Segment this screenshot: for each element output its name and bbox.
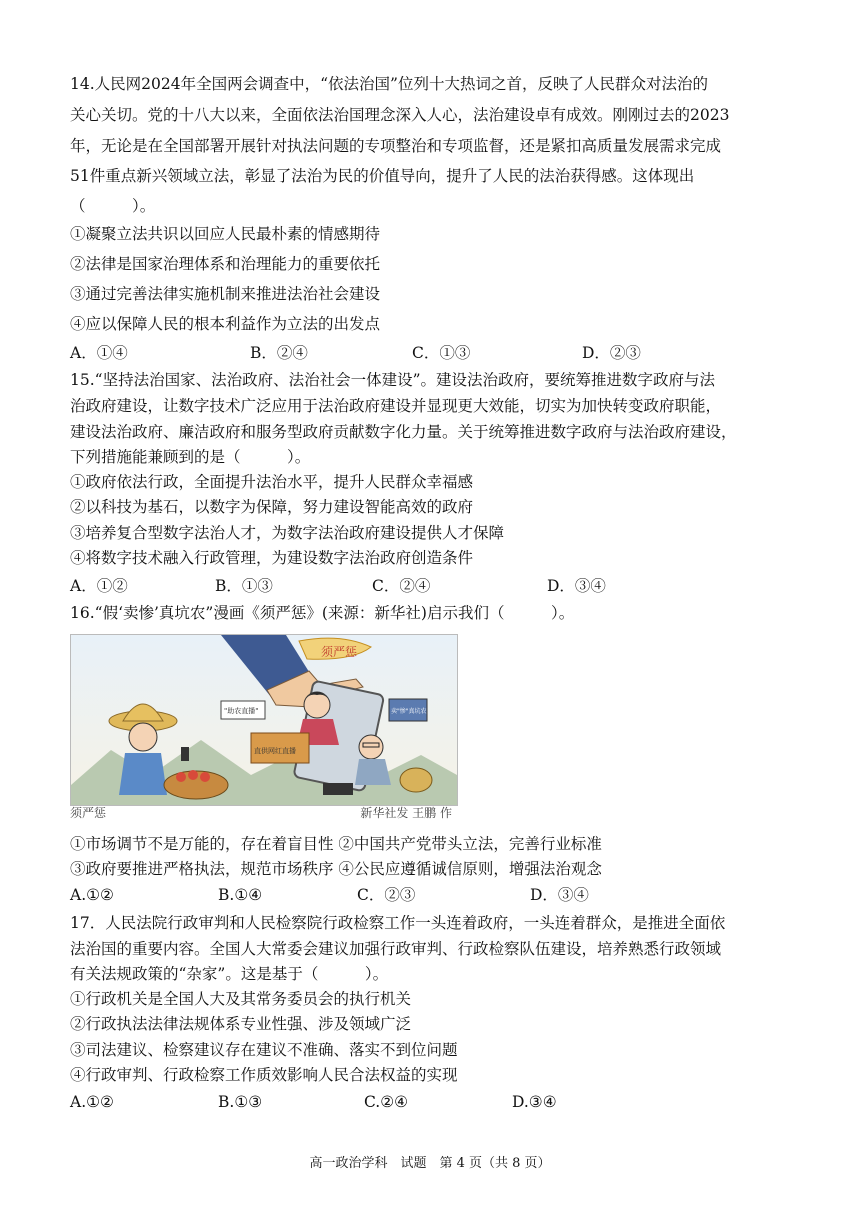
q17-item-4: ④行政审判、行政检察工作质效影响人民合法权益的实现: [70, 1066, 458, 1084]
q14-item-1: ①凝聚立法共识以回应人民最朴素的情感期待: [70, 225, 381, 243]
q17-option-a[interactable]: A.①②: [70, 1093, 114, 1111]
q16-option-b[interactable]: B.①④: [218, 886, 263, 904]
q14-item-2: ②法律是国家治理体系和治理能力的重要依托: [70, 255, 381, 273]
cartoon-box-label: 直供网红直播: [254, 747, 296, 755]
q17-stem-line-2: 法治国的重要内容。全国人大常委会建议加强行政审判、行政检察队伍建设，培养熟悉行政领域: [70, 940, 722, 958]
cartoon-sign-right: 卖"惨"真坑农: [391, 708, 427, 715]
q14-stem-line-5: （ ）。: [70, 197, 156, 215]
q14-stem-line-2: 关心关切。党的十八大以来，全面依法治国理念深入人心，法治建设卓有成效。刚刚过去的2023: [70, 106, 730, 124]
q14-option-c[interactable]: C．①③: [412, 344, 471, 362]
page-footer: 高一政治学科 试题 第 4 页（共 8 页）: [309, 1156, 551, 1171]
q15-stem-line-1: 15.“坚持法治国家、法治政府、法治社会一体建设”。建设法治政府，要统筹推进数字政府与法: [70, 371, 716, 389]
q15-option-d[interactable]: D．③④: [547, 577, 606, 595]
q17-item-1: ①行政机关是全国人大及其常务委员会的执行机关: [70, 990, 412, 1008]
q15-stem-line-4: 下列措施能兼顾到的是（ ）。: [70, 448, 311, 466]
cartoon-caption-credit: 新华社发 王鹏 作: [360, 806, 452, 820]
q14-stem-line-1: 14.人民网2024年全国两会调查中，“依法治国”位列十大热词之首，反映了人民群众对法治的: [70, 75, 708, 93]
q15-stem-line-3: 建设法治政府、廉洁政府和服务型政府贡献数字化力量。关于统筹推进数字政府与法治政府建设，: [70, 423, 737, 441]
q14-stem-line-4: 51件重点新兴领域立法，彰显了法治为民的价值导向，提升了人民的法治获得感。这体现出: [70, 167, 695, 185]
q17-item-2: ②行政执法法律法规体系专业性强、涉及领域广泛: [70, 1015, 412, 1033]
q17-option-d[interactable]: D.③④: [512, 1093, 557, 1111]
q17-option-c[interactable]: C.②④: [364, 1093, 409, 1111]
q14-option-b[interactable]: B．②④: [250, 344, 308, 362]
q14-item-3: ③通过完善法律实施机制来推进法治社会建设: [70, 285, 381, 303]
cartoon-banner-text: 须严惩: [321, 645, 358, 659]
cartoon-caption: [70, 804, 456, 822]
q14-option-d[interactable]: D．②③: [582, 344, 641, 362]
q16-option-a[interactable]: A.①②: [70, 886, 114, 904]
q14-option-a[interactable]: A．①④: [70, 344, 128, 362]
cartoon-image: [70, 634, 458, 806]
q16-option-d[interactable]: D．③④: [530, 886, 589, 904]
cartoon-sign-left: "助农直播": [224, 707, 259, 715]
q17-stem-line-3: 有关法规政策的“杂家”。这是基于（ ）。: [70, 965, 389, 983]
q17-option-b[interactable]: B.①③: [218, 1093, 263, 1111]
q15-option-b[interactable]: B．①③: [215, 577, 273, 595]
q15-stem-line-2: 治政府建设，让数字技术广泛应用于法治政府建设并显现更大效能，切实为加快转变政府职能，: [70, 397, 722, 415]
q15-option-a[interactable]: A．①②: [70, 577, 128, 595]
q16-option-c[interactable]: C．②③: [357, 886, 416, 904]
q16-item-row-2: ③政府要推进严格执法，规范市场秩序 ④公民应遵循诚信原则，增强法治观念: [70, 860, 602, 878]
q16-item-row-1: ①市场调节不是万能的，存在着盲目性 ②中国共产党带头立法，完善行业标准: [70, 835, 602, 853]
q17-stem-line-1: 17．人民法院行政审判和人民检察院行政检察工作一头连着政府，一头连着群众，是推进全面依: [70, 914, 726, 932]
q15-option-c[interactable]: C．②④: [372, 577, 431, 595]
q15-item-1: ①政府依法行政，全面提升法治水平，提升人民群众幸福感: [70, 473, 474, 491]
q15-item-2: ②以科技为基石，以数字为保障，努力建设智能高效的政府: [70, 498, 474, 516]
q14-item-4: ④应以保障人民的根本利益作为立法的出发点: [70, 315, 381, 333]
q14-stem-line-3: 年，无论是在全国部署开展针对执法问题的专项整治和专项监督，还是紧扣高质量发展需求完成: [70, 137, 722, 155]
cartoon-caption-title: 须严惩: [70, 806, 107, 820]
q15-item-4: ④将数字技术融入行政管理，为建设数字法治政府创造条件: [70, 549, 474, 567]
q15-item-3: ③培养复合型数字法治人才，为数字法治政府建设提供人才保障: [70, 524, 505, 542]
cartoon-illustration: [71, 635, 457, 805]
q17-item-3: ③司法建议、检察建议存在建议不准确、落实不到位问题: [70, 1041, 458, 1059]
q16-stem: 16.“假‘卖惨’真坑农”漫画《须严惩》(来源：新华社)启示我们（ ）。: [70, 604, 575, 622]
